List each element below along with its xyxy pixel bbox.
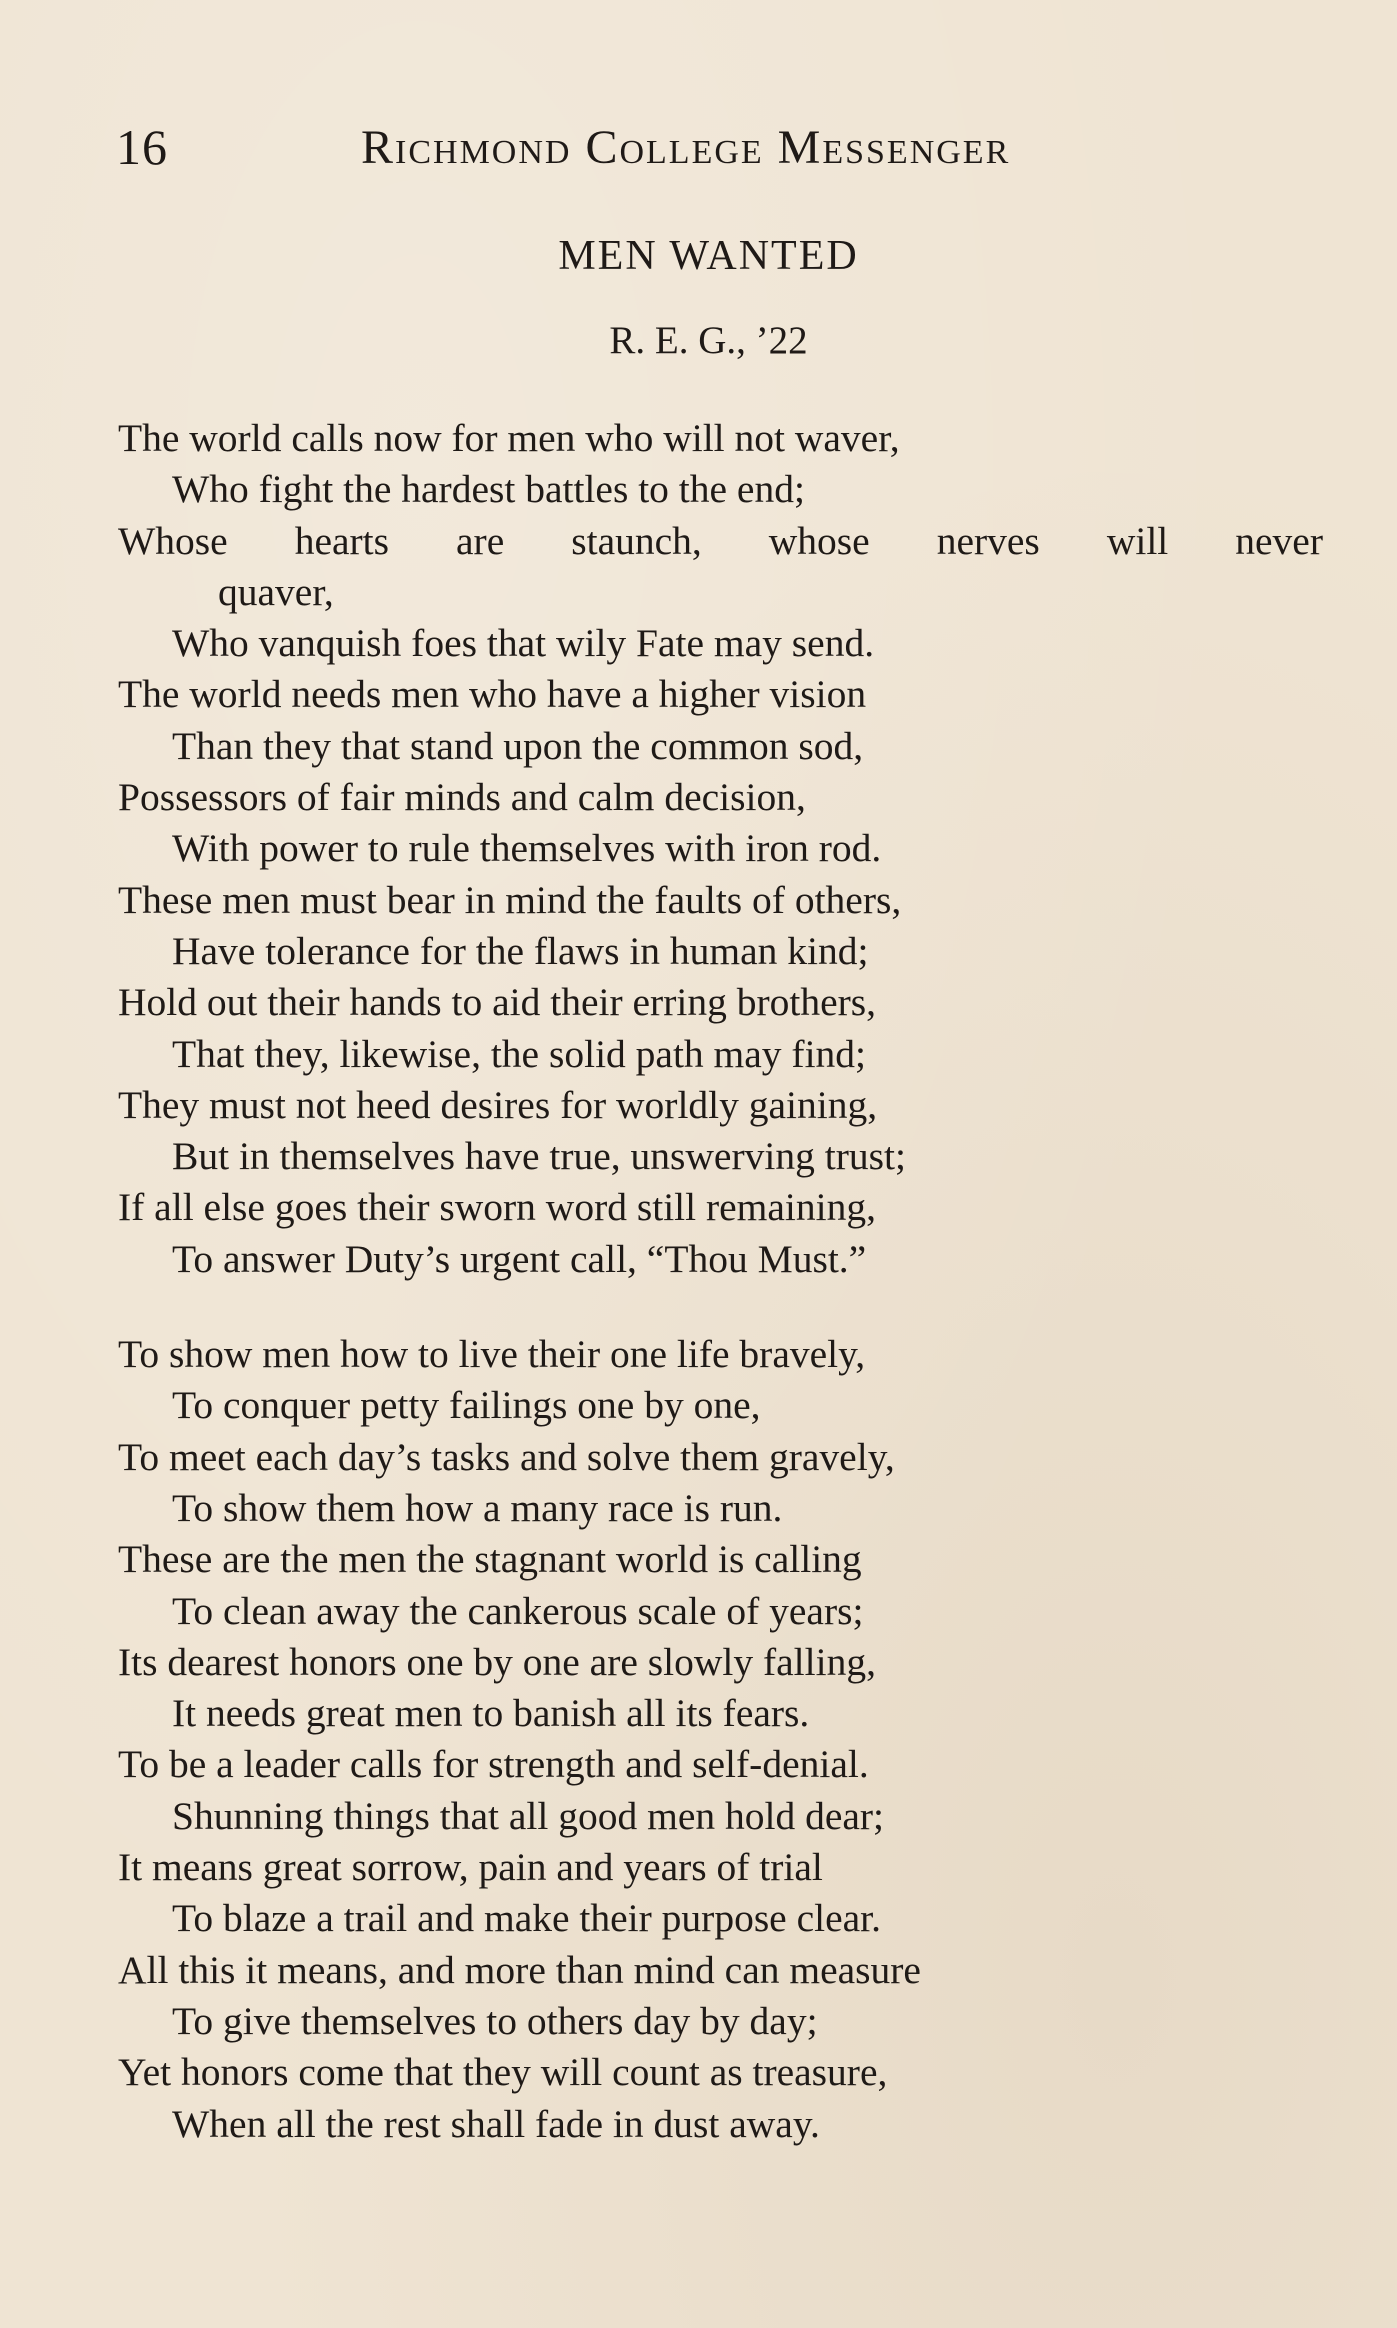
poem-line-turnover: quaver, <box>218 569 334 614</box>
poem-word: Whose <box>118 518 228 563</box>
poem-line: Who vanquish foes that wily Fate may send. <box>172 621 875 666</box>
poem-line: The world needs men who have a higher vision <box>118 672 867 717</box>
poem-line: When all the rest shall fade in dust away. <box>172 2101 820 2146</box>
poem-line: To answer Duty’s urgent call, “Thou Must.” <box>172 1236 867 1281</box>
stanza-2 <box>118 1329 1348 2150</box>
poem-line: To meet each day’s tasks and solve them gravely, <box>118 1434 895 1479</box>
poem-line-justified <box>118 516 1323 567</box>
poem-line: To be a leader calls for strength and self-denial. <box>118 1742 869 1787</box>
poem-line: It means great sorrow, pain and years of trial <box>118 1845 823 1890</box>
poem-line: It needs great men to banish all its fears. <box>172 1691 810 1736</box>
poem-line: To blaze a trail and make their purpose clear. <box>172 1896 882 1941</box>
poem-body <box>118 413 1348 2150</box>
poem-line: Hold out their hands to aid their erring brothers, <box>118 980 877 1025</box>
poem-line: Yet honors come that they will count as treasure, <box>118 2050 888 2095</box>
poem-line: To clean away the cankerous scale of years; <box>172 1588 864 1633</box>
running-title: Richmond College Messenger <box>361 121 1011 174</box>
poem-line: To give themselves to others day by day; <box>172 1998 818 2043</box>
page-number: 16 <box>116 119 168 175</box>
poem-line: Possessors of fair minds and calm decision, <box>118 775 806 820</box>
stanza-gap <box>118 1285 1348 1329</box>
poem-word: whose <box>768 518 870 563</box>
stanza-1 <box>118 413 1348 1285</box>
poem-line: Shunning things that all good men hold dear; <box>172 1793 885 1838</box>
poem-line: But in themselves have true, unswerving trust; <box>172 1134 906 1179</box>
poem-title: MEN WANTED <box>558 233 859 279</box>
poem-line: These men must bear in mind the faults of others, <box>118 877 902 922</box>
poem-line: Than they that stand upon the common sod, <box>172 723 864 768</box>
poem-line: Have tolerance for the flaws in human kind; <box>172 928 869 973</box>
poem-word: never <box>1235 518 1323 563</box>
poem-word: hearts <box>294 518 390 563</box>
poem-word: nerves <box>936 518 1040 563</box>
poem-line: The world calls now for men who will not waver, <box>118 416 900 460</box>
poem-line: To show men how to live their one life bravely, <box>118 1332 866 1377</box>
poem-line: To conquer petty failings one by one, <box>172 1383 761 1428</box>
poem-line: With power to rule themselves with iron rod. <box>172 826 882 871</box>
poem-word: will <box>1106 518 1169 563</box>
poem-line: If all else goes their sworn word still remaining, <box>118 1185 877 1230</box>
poem-word: are <box>456 518 505 563</box>
poem-line: All this it means, and more than mind can measure <box>118 1947 921 1992</box>
poem-line: To show them how a many race is run. <box>172 1485 783 1530</box>
poem-line: Who fight the hardest battles to the end; <box>172 467 805 512</box>
poem-word: staunch, <box>571 518 702 563</box>
poem-line: These are the men the stagnant world is calling <box>118 1537 862 1582</box>
poem-line: Its dearest honors one by one are slowly falling, <box>118 1639 876 1684</box>
poem-line: They must not heed desires for worldly gaining, <box>118 1082 878 1127</box>
poem-line: That they, likewise, the solid path may find; <box>172 1031 867 1076</box>
poem-author: R. E. G., ’22 <box>609 319 808 362</box>
page-header <box>116 118 1116 188</box>
